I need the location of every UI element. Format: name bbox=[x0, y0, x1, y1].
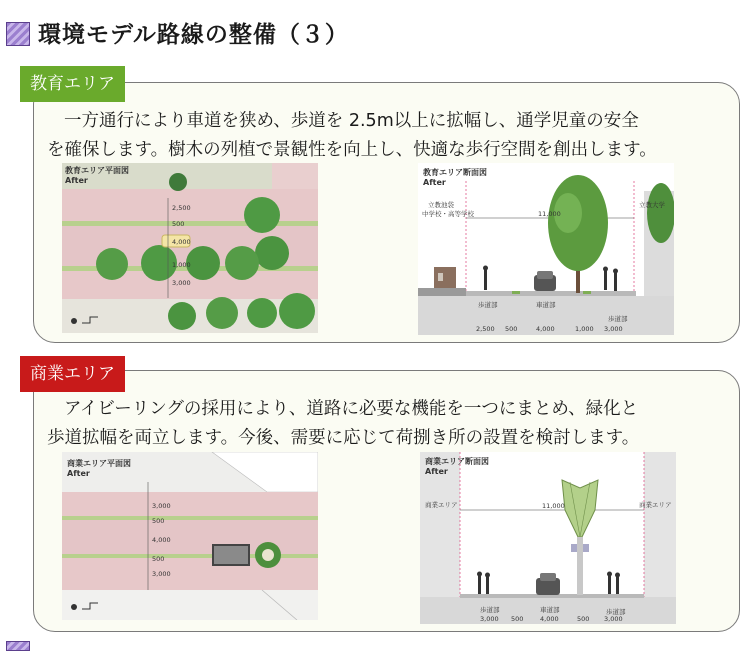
commercial-plan-dim: 3,000 bbox=[152, 570, 171, 578]
education-section-label: 教育エリア断面図 bbox=[423, 168, 487, 177]
commercial-section-dim: 500 bbox=[511, 615, 524, 623]
education-plan-figure bbox=[62, 163, 318, 333]
commercial-section-dim: 3,000 bbox=[604, 615, 623, 623]
education-plan-dim: 1,000 bbox=[172, 261, 191, 269]
education-plan-dim: 4,000 bbox=[172, 238, 191, 246]
commercial-section-dim: 4,000 bbox=[540, 615, 559, 623]
commercial-section-dim: 3,000 bbox=[480, 615, 499, 623]
commercial-section-dim: 500 bbox=[577, 615, 590, 623]
education-section-right-label: 立教大学 bbox=[639, 201, 665, 209]
commercial-section-figure bbox=[420, 452, 676, 624]
education-plan-after: After bbox=[65, 176, 88, 185]
education-section-dim: 2,500 bbox=[476, 325, 495, 333]
commercial-plan-dim: 3,000 bbox=[152, 502, 171, 510]
commercial-plan-dim: 4,000 bbox=[152, 536, 171, 544]
education-section-part: 歩道部 bbox=[608, 315, 628, 323]
commercial-text-line1: アイビーリングの採用により、道路に必要な機能を一つにまとめ、緑化と bbox=[64, 399, 639, 419]
education-text-line2: を確保します。樹木の列植で景観性を向上し、快適な歩行空間を創出します。 bbox=[47, 140, 657, 160]
education-section-dim: 3,000 bbox=[604, 325, 623, 333]
education-section-total: 11,000 bbox=[538, 210, 561, 218]
commercial-section-part: 歩道部 bbox=[480, 606, 500, 614]
commercial-plan-after: After bbox=[67, 469, 90, 478]
education-section-part: 車道部 bbox=[536, 301, 556, 309]
education-plan-label: 教育エリア平面図 bbox=[65, 166, 129, 175]
education-section-dim: 1,000 bbox=[575, 325, 594, 333]
commercial-plan-dim: 500 bbox=[152, 517, 165, 525]
commercial-section-part: 歩道部 bbox=[606, 608, 626, 616]
education-section-figure bbox=[418, 163, 674, 335]
education-section-after: After bbox=[423, 178, 446, 187]
education-section-dim: 4,000 bbox=[536, 325, 555, 333]
title-marker-icon bbox=[6, 22, 30, 46]
education-plan-dim: 3,000 bbox=[172, 279, 191, 287]
commercial-section-left-label: 商業エリア bbox=[425, 501, 458, 509]
commercial-section-total: 11,000 bbox=[542, 502, 565, 510]
commercial-section-label: 商業エリア断面図 bbox=[425, 457, 489, 466]
education-text-line1: 一方通行により車道を狭め、歩道を 2.5m以上に拡幅し、通学児童の安全 bbox=[64, 111, 639, 131]
commercial-plan-dim: 500 bbox=[152, 555, 165, 563]
commercial-section-after: After bbox=[425, 467, 448, 476]
education-tag: 教育エリア bbox=[20, 66, 125, 102]
commercial-plan-label: 商業エリア平面図 bbox=[67, 459, 131, 468]
education-plan-dim: 500 bbox=[172, 220, 185, 228]
commercial-tag: 商業エリア bbox=[20, 356, 125, 392]
next-section-marker-icon bbox=[6, 641, 30, 651]
commercial-section-right-label: 商業エリア bbox=[639, 501, 672, 509]
page-title: 環境モデル路線の整備（３） bbox=[38, 22, 349, 48]
education-section-dim: 500 bbox=[505, 325, 518, 333]
education-section-left-label: 中学校・高等学校 bbox=[422, 210, 474, 218]
commercial-section-part: 車道部 bbox=[540, 606, 560, 614]
education-section-part: 歩道部 bbox=[478, 301, 498, 309]
commercial-plan-figure bbox=[62, 452, 318, 620]
education-plan-dim: 2,500 bbox=[172, 204, 191, 212]
commercial-text-line2: 歩道拡幅を両立します。今後、需要に応じて荷捌き所の設置を検討します。 bbox=[47, 428, 640, 448]
education-section-left-label: 立教池袋 bbox=[428, 201, 454, 209]
